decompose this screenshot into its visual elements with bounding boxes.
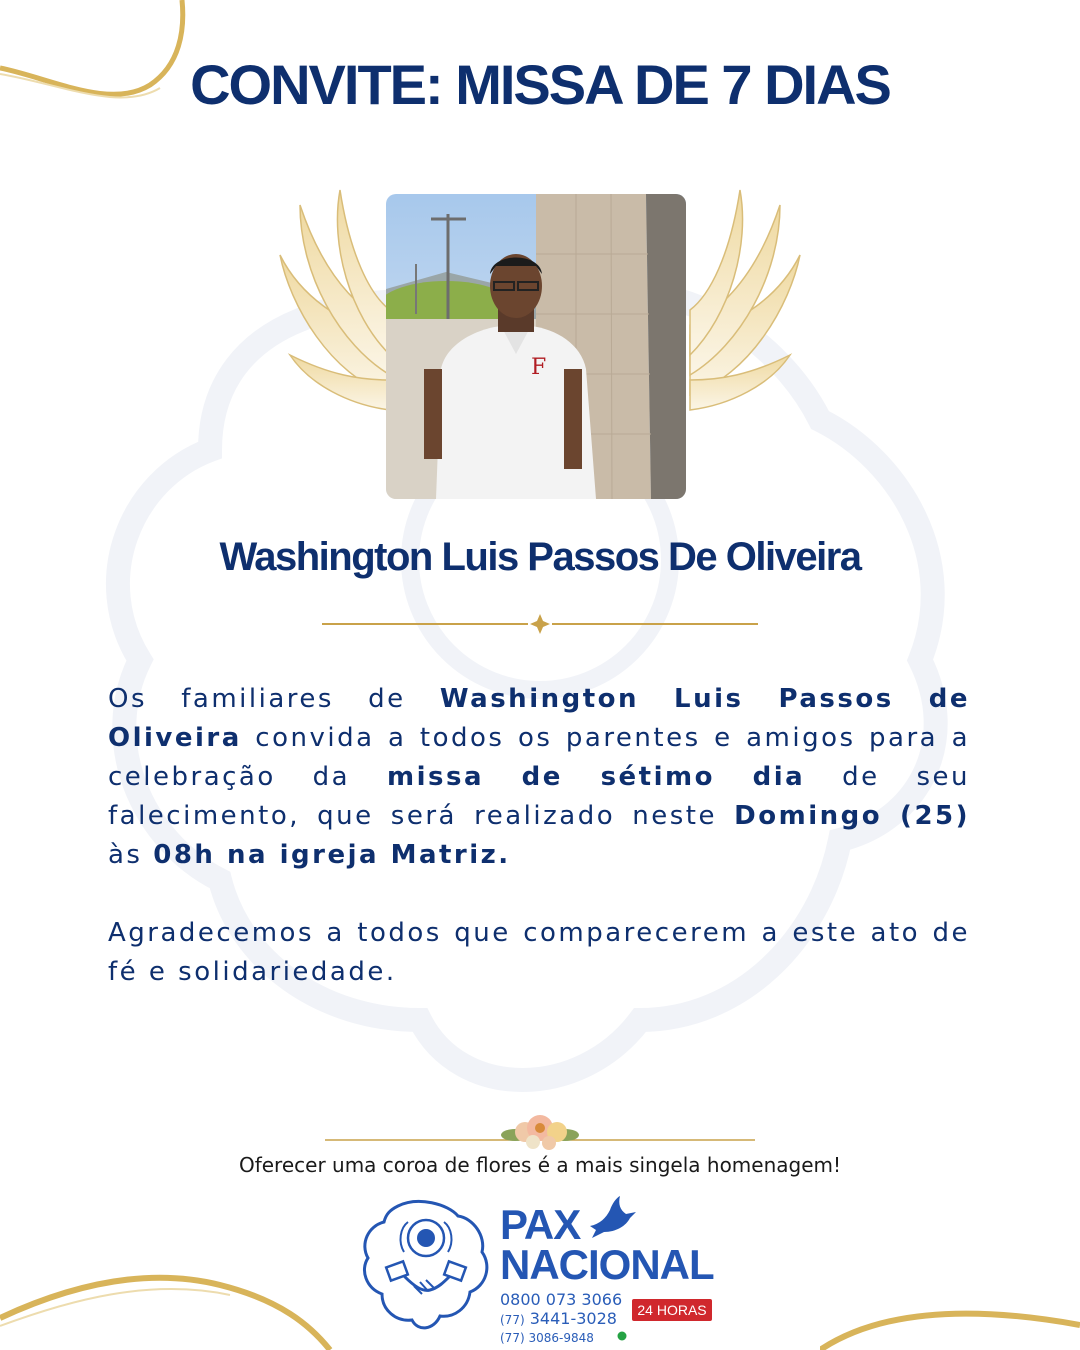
pax-nacional-emblem [358,1196,494,1332]
invitation-message [108,680,970,1031]
gold-divider [322,612,758,636]
message-paragraph-1: Os familiares de Washington Luis Passos de Oliveira convida a todos os parentes e amigos para a celebração da missa de sétimo dia de seu falecimento, que será realizado neste Domingo (25) às 08h na igreja Matriz. [108,684,971,870]
phone-0800[interactable]: 0800 073 3066 [500,1290,623,1309]
24-hours-badge: 24 HORAS [632,1299,712,1321]
phone-area-code: (77) [500,1313,525,1327]
star-icon [530,614,550,634]
deceased-photo [386,194,686,499]
tagline: Oferecer uma coroa de flores é a mais singela homenagem! [238,1153,842,1177]
phone-3086[interactable]: (77) 3086-9848 [500,1331,594,1345]
phone-number: 3441-3028 [529,1309,617,1328]
dove-icon [586,1196,638,1240]
brand-name-line1: PAX [500,1201,581,1248]
gold-swoosh-bottom-right [820,1290,1080,1350]
deceased-name: Washington Luis Passos De Oliveira [219,535,861,579]
svg-text:F: F [531,355,547,380]
gold-swoosh-bottom-left [0,1270,340,1350]
message-paragraph-2: Agradecemos a todos que comparecerem a este ato de fé e solidariedade. [108,918,970,987]
flower-icon [501,1115,579,1150]
page-title: CONVITE: MISSA DE 7 DIAS [190,53,890,116]
whatsapp-icon [617,1331,627,1341]
brand-name-line2: NACIONAL [500,1241,714,1288]
phone-3441[interactable] [500,1309,617,1330]
